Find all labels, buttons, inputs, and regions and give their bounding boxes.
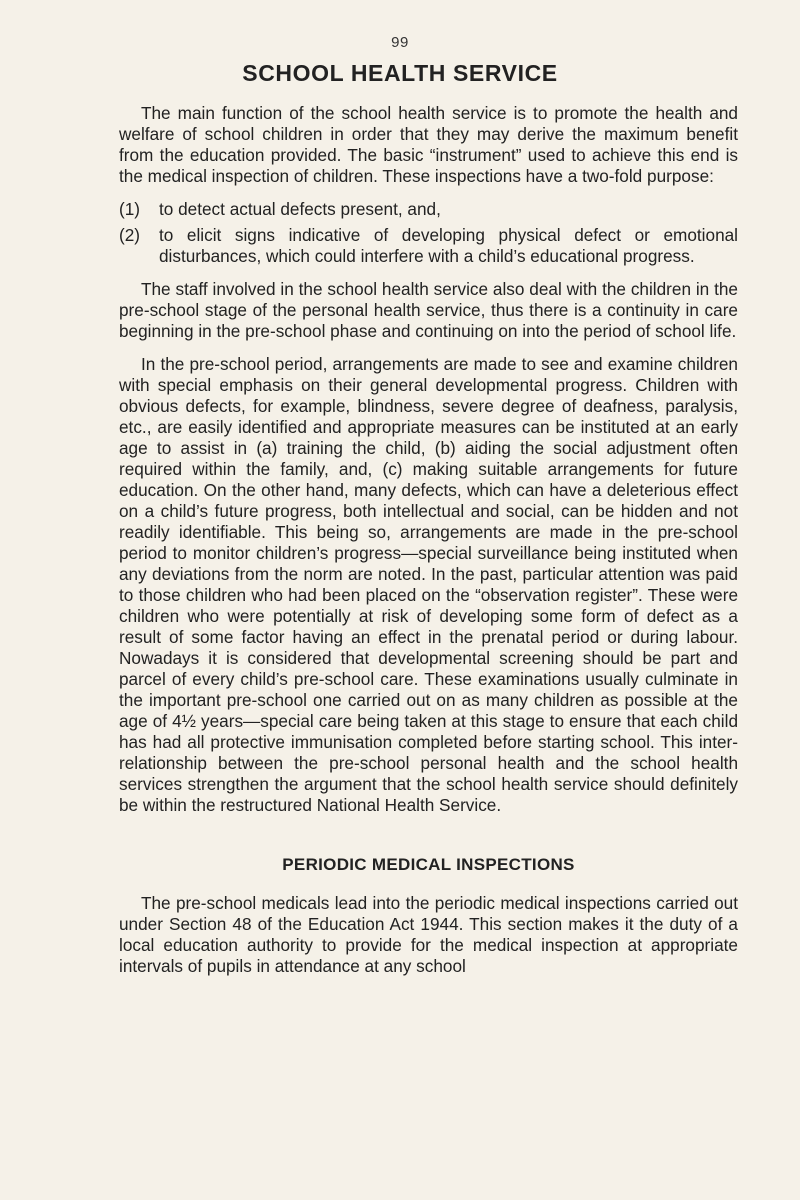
intro-paragraph: The main function of the school health service is to promote the health and welfare of school children in order that they may derive the maximum benefit from the education provided. The basic “instrument” used to achieve this end is the medical inspection of children. These inspections have a two-fold purpose: [119,103,738,186]
periodic-paragraph: The pre-school medicals lead into the periodic medical inspections carried out under Section 48 of the Education Act 1944. This section makes it the duty of a local education authority to provide for the medical inspection at appropriate intervals of pupils in attendance at any school [119,893,738,976]
page-title: SCHOOL HEALTH SERVICE [242,60,558,86]
list-item-text: to detect actual defects present, and, [159,199,441,219]
document-body [119,103,738,977]
page-number: 99 [391,34,409,51]
list-item-number: (2) [119,225,141,245]
purpose-list [119,199,738,267]
list-item-number: (1) [119,199,141,219]
list-item [119,199,738,220]
section-heading: PERIODIC MEDICAL INSPECTIONS [282,855,575,874]
list-item-text: to elicit signs indicative of developing physical defect or emotional disturbances, which could interfere with a child’s educational progress. [159,225,738,266]
preschool-paragraph: In the pre-school period, arrangements are made to see and examine children with special emphasis on their general developmental progress. Children with obvious defects, for example, blindness, severe degree of deafness, paralysis, etc., are easily identified and appropriate measures can be instituted at an early age to assist in (a) training the child, (b) aiding the social adjustment often required within the family, and, (c) making suitable arrangements for future education. On the other hand, many defects, which can have a deleterious effect on a child’s future progress, both intellectual and social, can be hidden and not readily identifiable. This being so, arrangements are made in the pre-school period to monitor children’s progress—special surveillance being instituted when any deviations from the norm are noted. In the past, particular attention was paid to those children who had been placed on the “observation register”. These were children who were potentially at risk of developing some form of defect as a result of some factor having an effect in the prenatal period or during labour. Nowadays it is considered that developmental screening should be part and parcel of every child’s pre-school care. These examinations usually culminate in the important pre-school one carried out on as many children as possible at the age of 4½ years—special care being taken at this stage to ensure that each child has had all protective immunisation completed before starting school. This inter-relationship between the pre-school personal health and the school health services strengthen the argument that the school health service should definitely be within the restructured National Health Service. [119,354,738,815]
list-item [119,225,738,267]
staff-paragraph: The staff involved in the school health service also deal with the children in the pre-school stage of the personal health service, thus there is a continuity in care beginning in the pre-school phase and continuing on into the period of school life. [119,279,738,341]
